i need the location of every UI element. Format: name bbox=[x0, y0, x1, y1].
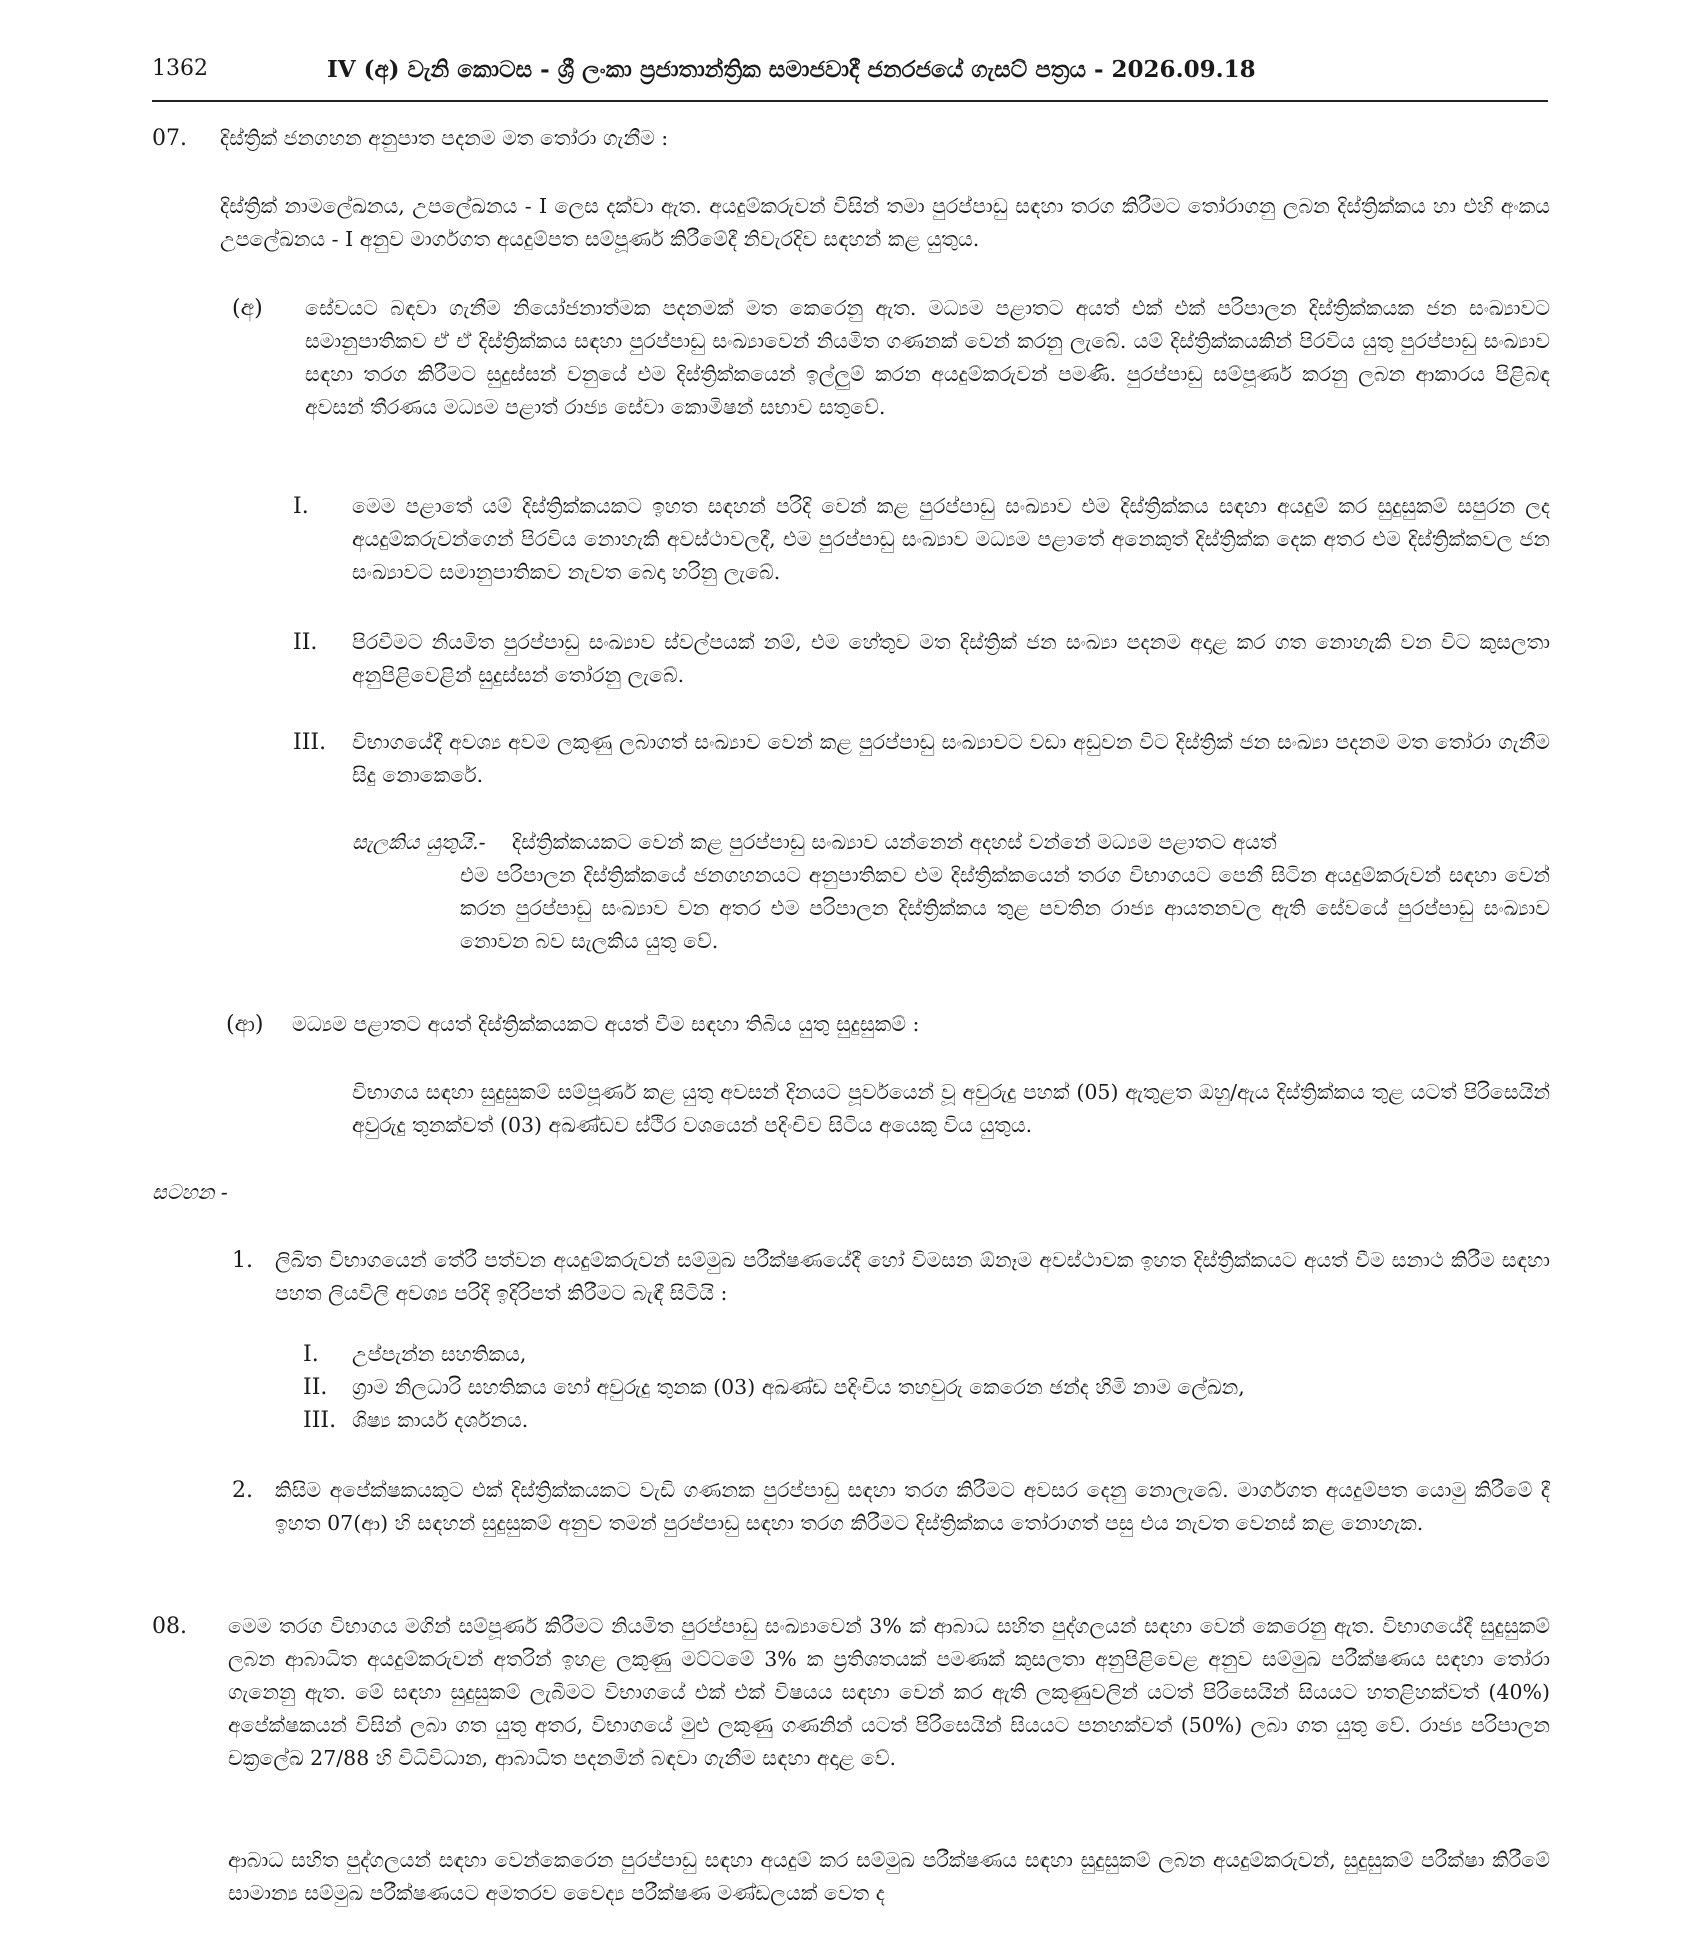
doc-item: ග්‍රාම නිලධාරි සහතිකය හෝ අවුරුදු තුනක (03) අඛණ්ඩ පදිංචිය තහවුරු කෙරෙන ඡන්ද හිමි නාම ලේඛන, bbox=[352, 1375, 1245, 1399]
note-first-line: දිස්ත්‍රික්කයකට වෙන් කළ පුරප්පාඩු සංඛ්‍යාව යන්නෙන් අදහස් වන්නේ මධ්‍යම පළාතට අයත් bbox=[512, 830, 1277, 854]
doc-item: උප්පැන්න සහතිකය, bbox=[352, 1342, 527, 1366]
roman-label: III. bbox=[293, 730, 327, 755]
doc-item: ශිෂ්‍ය කාර්ය දර්ශනය. bbox=[352, 1408, 529, 1432]
roman-label: I. bbox=[293, 494, 309, 519]
roman-label: II. bbox=[293, 630, 318, 655]
gazette-title: IV (අ) වැනි කොටස - ශ්‍රී ලංකා ප්‍රජාතාන්ත්‍රික සමාජවාදී ජනරජයේ ගැසට් පත්‍රය - 2026.09.18 bbox=[327, 56, 1256, 83]
section-08-text-2: ආබාධ සහිත පුද්ගලයන් සඳහා වෙන්කෙරෙන පුරප්පාඩු සඳහා අයදුම් කර සම්මුඛ පරීක්ෂණය සඳහා සුදුසුකම් ලබන අයදුම්කරුවන්, සුදුසුකම් පරීක්ෂා කිරීමේ සාමාන්‍ය සම්මුඛ පරීක්ෂණයට අමතරව වෛද්‍ය පරීක්ෂණ මණ්ඩලයක් වෙත ද bbox=[228, 1848, 1550, 1905]
doc-label: I. bbox=[303, 1342, 319, 1367]
doc-label: II. bbox=[303, 1375, 328, 1400]
note-text: එම පරිපාලන දිස්ත්‍රික්කයේ ජනගහනයට අනුපාතිකව එම දිස්ත්‍රික්කයෙන් තරග විභාගයට පෙනී සිටින අයදුම්කරුවන් සඳහා වෙන් කරන පුරප්පාඩු සංඛ්‍යාව වන අතර එම පරිපාලන දිස්ත්‍රික්කය තුළ පවතින රාජ්‍ය ආයතනවල ඇති සේවයේ පුරප්පාඩු සංඛ්‍යාව නොවන බව සැලකිය යුතු වේ. bbox=[460, 863, 1550, 953]
page-number: 1362 bbox=[152, 56, 208, 81]
clause-aa-text: විභාගය සඳහා සුදුසුකම් සම්පූර්ණ කළ යුතු අවසන් දිනයට පූර්වයෙන් වූ අවුරුදු පහක් (05) ඇතුළත ඔහු/ඇය දිස්ත්‍රික්කය තුළ යටත් පිරිසෙයින් අවුරුදු තුනක්වත් (03) අඛණ්ඩව ස්ථිර වශයෙන් පදිංචිව සිටිය අයෙකු විය යුතුය. bbox=[352, 1080, 1550, 1137]
roman-item-text: විභාගයේදී අවශ්‍ය අවම ලකුණු ලබාගත් සංඛ්‍යාව වෙන් කළ පුරප්පාඩු සංඛ්‍යාවට වඩා අඩුවන විට දිස්ත්‍රික් ජන සංඛ්‍යා පදනම මත තෝරා ගැනීම සිදු නොකෙරේ. bbox=[352, 730, 1550, 787]
note-1-text: ලිඛිත විභාගයෙන් තේරී පත්වන අයදුම්කරුවන් සම්මුඛ පරීක්ෂණයේදී හෝ විමසන ඕනෑම අවස්ථාවක ඉහත දිස්ත්‍රික්කයට අයත් වීම සනාථ කිරීම සඳහා පහත ලියවිලි අවශ්‍ය පරිදි ඉදිරිපත් කිරීමට බැඳී සිටියි : bbox=[275, 1248, 1550, 1305]
note-label: සැලකිය යුතුයි.- bbox=[352, 830, 486, 854]
clause-a-text: සේවයට බඳවා ගැනීම නියෝජනාත්මක පදනමක් මත කෙරෙනු ඇත. මධ්‍යම පළාතට අයත් එක් එක් පරිපාලන දිස්ත්‍රික්කයක ජන සංඛ්‍යාවට සමානුපාතිකව ඒ ඒ දිස්ත්‍රික්කය සඳහා පුරප්පාඩු සංඛ්‍යාවෙන් නියමිත ගණනක් වෙන් කරනු ලැබේ. යම් දිස්ත්‍රික්කයකින් පිරවිය යුතු පුරප්පාඩු සංඛ්‍යාව සඳහා තරග කිරීමට සුදුස්සන් වනුයේ එම දිස්ත්‍රික්කයෙන් ඉල්ලුම් කරන අයදුම්කරුවන් පමණි. පුරප්පාඩු සම්පූර්ණ කරනු ලබන ආකාරය පිළිබඳ අවසන් තීරණය මධ්‍යම පළාත් රාජ්‍ය සේවා කොමිෂන් සභාව සතුවේ. bbox=[305, 296, 1550, 419]
note-2-text: කිසිම අපේක්ෂකයකුට එක් දිස්ත්‍රික්කයකට වැඩි ගණනක පුරප්පාඩු සඳහා තරග කිරීමට අවසර දෙනු නොලැබේ. මාර්ගගත අයදුම්පත යොමු කිරීමේ දී ඉහත 07(ආ) හි සඳහන් සුදුසුකම් අනුව තමන් පුරප්පාඩු සඳහා තරග කිරීමට දිස්ත්‍රික්කය තෝරාගත් පසු එය නැවත වෙනස් කළ නොහැක. bbox=[275, 1478, 1550, 1535]
section-08-number: 08. bbox=[152, 1614, 187, 1639]
clause-aa-heading: මධ්‍යම පළාතට අයත් දිස්ත්‍රික්කයකට අයත් වීම සඳහා තිබිය යුතු සුදුසුකම් : bbox=[292, 1012, 920, 1036]
section-07-heading: දිස්ත්‍රික් ජනගහන අනුපාත පදනම මත තෝරා ගැනීම : bbox=[220, 126, 669, 150]
note-1-label: 1. bbox=[232, 1248, 253, 1273]
roman-item-text: මෙම පළාතේ යම් දිස්ත්‍රික්කයකට ඉහත සඳහන් පරිදි වෙන් කළ පුරප්පාඩු සංඛ්‍යාව එම දිස්ත්‍රික්කය සඳහා අයදුම් කර සුදුසුකම් සපුරන ලද අයදුම්කරුවන්ගෙන් පිරවිය නොහැකි අවස්ථාවලදී, එම පුරප්පාඩු සංඛ්‍යාව මධ්‍යම පළාතේ අනෙකුත් දිස්ත්‍රික්ක දෙක අතර එම දිස්ත්‍රික්කවල ජන සංඛ්‍යාවට සමානුපාතිකව නැවත බෙදා හරිනු ලැබේ. bbox=[352, 494, 1550, 584]
clause-a-label: (අ) bbox=[232, 296, 263, 321]
roman-item-text: පිරවීමට නියමිත පුරප්පාඩු සංඛ්‍යාව ස්වල්පයක් නම්, එම හේතුව මත දිස්ත්‍රික් ජන සංඛ්‍යා පදනම අදාළ කර ගත නොහැකි වන විට කුසලතා අනුපිළිවෙළින් සුදුස්සන් තෝරනු ලැබේ. bbox=[352, 630, 1550, 687]
section-08-text: මෙම තරග විභාගය මගින් සම්පූර්ණ කිරීමට නියමිත පුරප්පාඩු සංඛ්‍යාවෙන් 3% ක් ආබාධ සහිත පුද්ගලයන් සඳහා වෙන් කෙරෙනු ඇත. විභාගයේදී සුදුසුකම් ලබන ආබාධිත අයදුම්කරුවන් අතරින් ඉහළ ලකුණු මට්ටමේ 3% ක ප්‍රතිශතයක් පමණක් කුසලතා අනුපිළිවෙළ අනුව සම්මුඛ පරීක්ෂණය සඳහා තෝරා ගැනෙනු ඇත. මේ සඳහා සුදුසුකම් ලැබීමට විභාගයේ එක් එක් විෂයය සඳහා වෙන් කර ඇති ලකුණුවලින් යටත් පිරිසෙයින් සියයට හතළිහක්වත් (40%) අපේක්ෂකයන් විසින් ලබා ගත යුතු අතර, විභාගයේ මුළු ලකුණු ගණනින් යටත් පිරිසෙයින් සියයට පනහක්වත් (50%) ලබා ගත යුතු වේ. රාජ්‍ය පරිපාලන චක්‍රලේඛ 27/88 හි විධිවිධාන, ආබාධිත පදනමින් බඳවා ගැනීම සඳහා අදාළ වේ. bbox=[228, 1614, 1550, 1770]
section-07-number: 07. bbox=[152, 126, 187, 151]
section-07-intro: දිස්ත්‍රික් නාමලේඛනය, උපලේඛනය - I ලෙස දක්වා ඇත. අයදුම්කරුවන් විසින් තමා පුරප්පාඩු සඳහා තරග කිරීමට තෝරාගනු ලබන දිස්ත්‍රික්කය හා එහි අංකය උපලේඛනය - I අනුව මාර්ගගත අයදුම්පත සම්පූර්ණ කිරීමේදී නිවැරදිව සඳහන් කළ යුතුය. bbox=[220, 194, 1550, 251]
notes-heading: සටහන - bbox=[152, 1180, 228, 1204]
doc-label: III. bbox=[303, 1408, 337, 1433]
clause-aa-label: (ආ) bbox=[226, 1012, 264, 1037]
page-header bbox=[152, 56, 1548, 102]
note-2-label: 2. bbox=[232, 1478, 253, 1503]
